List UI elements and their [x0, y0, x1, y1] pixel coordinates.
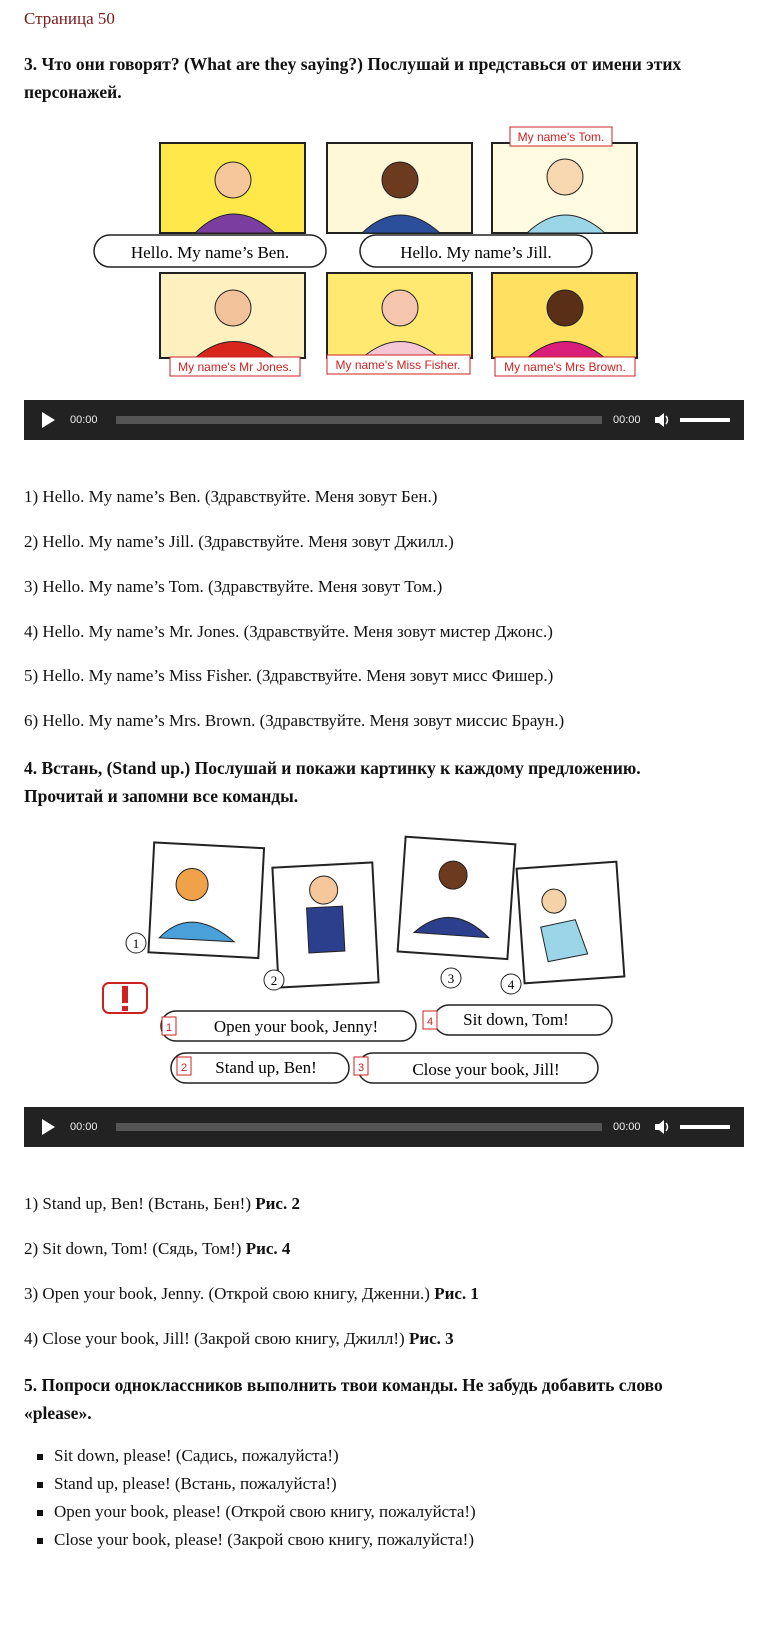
exercise-4-heading: 4. Встань, (Stand up.) Послушай и покажи картинку к каждому предложению. Прочитай и запомни все команды.	[24, 758, 641, 806]
figure-ref: Рис. 1	[434, 1284, 479, 1303]
list-item: Stand up, please! (Встань, пожалуйста!)	[54, 1470, 476, 1498]
current-time: 00:00	[70, 1121, 98, 1133]
label-tom: My name's Tom.	[517, 130, 605, 144]
command-close-book: Close your book, Jill!	[412, 1060, 560, 1079]
duration: 00:00	[613, 414, 641, 426]
tag-3: 3	[357, 1062, 365, 1074]
ex3-line-4: 4) Hello. My name’s Mr. Jones. (Здравствуйте. Меня зовут мистер Джонс.)	[24, 622, 553, 641]
figure-ref: Рис. 2	[255, 1194, 300, 1213]
ex3-line-1: 1) Hello. My name’s Ben. (Здравствуйте. Меня зовут Бен.)	[24, 487, 438, 506]
tag-2: 2	[180, 1062, 188, 1074]
play-icon[interactable]	[42, 412, 55, 428]
list-item: Sit down, please! (Садись, пожалуйста!)	[54, 1442, 476, 1470]
ex4-line-3: 3) Open your book, Jenny. (Открой свою книгу, Дженни.) Рис. 1	[24, 1284, 479, 1303]
exercise-3-heading: 3. Что они говорят? (What are they saying?) Послушай и представься от имени этих персонажей.	[24, 54, 682, 102]
picture-number-4: 4	[507, 977, 515, 992]
ex3-line-6: 6) Hello. My name’s Mrs. Brown. (Здравствуйте. Меня зовут миссис Браун.)	[24, 711, 565, 730]
progress-track[interactable]	[116, 416, 602, 424]
bubble-ben: Hello. My name’s Ben.	[130, 243, 290, 262]
list-item: Open your book, please! (Открой свою книгу, пожалуйста!)	[54, 1498, 476, 1526]
tag-1: 1	[165, 1022, 173, 1034]
ex5-list	[54, 1442, 476, 1554]
audio-player-2	[24, 1107, 744, 1147]
ex3-line-2: 2) Hello. My name’s Jill. (Здравствуйте. Меня зовут Джилл.)	[24, 532, 454, 551]
label-mrs-brown: My name's Mrs Brown.	[504, 360, 626, 374]
figure-ref: Рис. 3	[408, 1329, 454, 1348]
exercise-3-illustration	[90, 125, 650, 385]
list-item: Close your book, please! (Закрой свою книгу, пожалуйста!)	[54, 1526, 476, 1554]
ex3-line-5: 5) Hello. My name’s Miss Fisher. (Здравствуйте. Меня зовут мисс Фишер.)	[24, 666, 554, 685]
progress-track[interactable]	[116, 1123, 602, 1131]
ex3-line-3: 3) Hello. My name’s Tom. (Здравствуйте. Меня зовут Том.)	[24, 577, 443, 596]
audio-player-1	[24, 400, 744, 440]
exercise-5-heading: 5. Попроси одноклассников выполнить твои команды. Не забудь добавить слово «please».	[24, 1375, 663, 1423]
label-miss-fisher: My name's Miss Fisher.	[335, 358, 461, 372]
volume-icon[interactable]	[654, 412, 672, 428]
ex4-line-2: 2) Sit down, Tom! (Сядь, Том!) Рис. 4	[24, 1239, 291, 1258]
play-icon[interactable]	[42, 1119, 55, 1135]
volume-slider[interactable]	[680, 1125, 730, 1129]
command-open-book: Open your book, Jenny!	[213, 1017, 379, 1036]
duration: 00:00	[613, 1121, 641, 1133]
bubble-jill: Hello. My name’s Jill.	[400, 243, 552, 262]
volume-slider[interactable]	[680, 418, 730, 422]
command-stand-up: Stand up, Ben!	[215, 1058, 317, 1077]
label-mr-jones: My name's Mr Jones.	[178, 360, 292, 374]
ex4-line-4: 4) Close your book, Jill! (Закрой свою книгу, Джилл!) Рис. 3	[24, 1329, 454, 1348]
current-time: 00:00	[70, 414, 98, 426]
exercise-4-illustration	[96, 835, 636, 1090]
attention-icon	[103, 983, 147, 1013]
picture-number-1: 1	[132, 936, 140, 951]
tag-4: 4	[426, 1016, 434, 1028]
volume-icon[interactable]	[654, 1119, 672, 1135]
command-sit-down: Sit down, Tom!	[463, 1010, 569, 1029]
picture-number-2: 2	[270, 973, 278, 988]
page-title: Страница 50	[24, 9, 115, 28]
picture-number-3: 3	[447, 971, 455, 986]
ex4-line-1: 1) Stand up, Ben! (Встань, Бен!) Рис. 2	[24, 1194, 300, 1213]
figure-ref: Рис. 4	[245, 1239, 291, 1258]
